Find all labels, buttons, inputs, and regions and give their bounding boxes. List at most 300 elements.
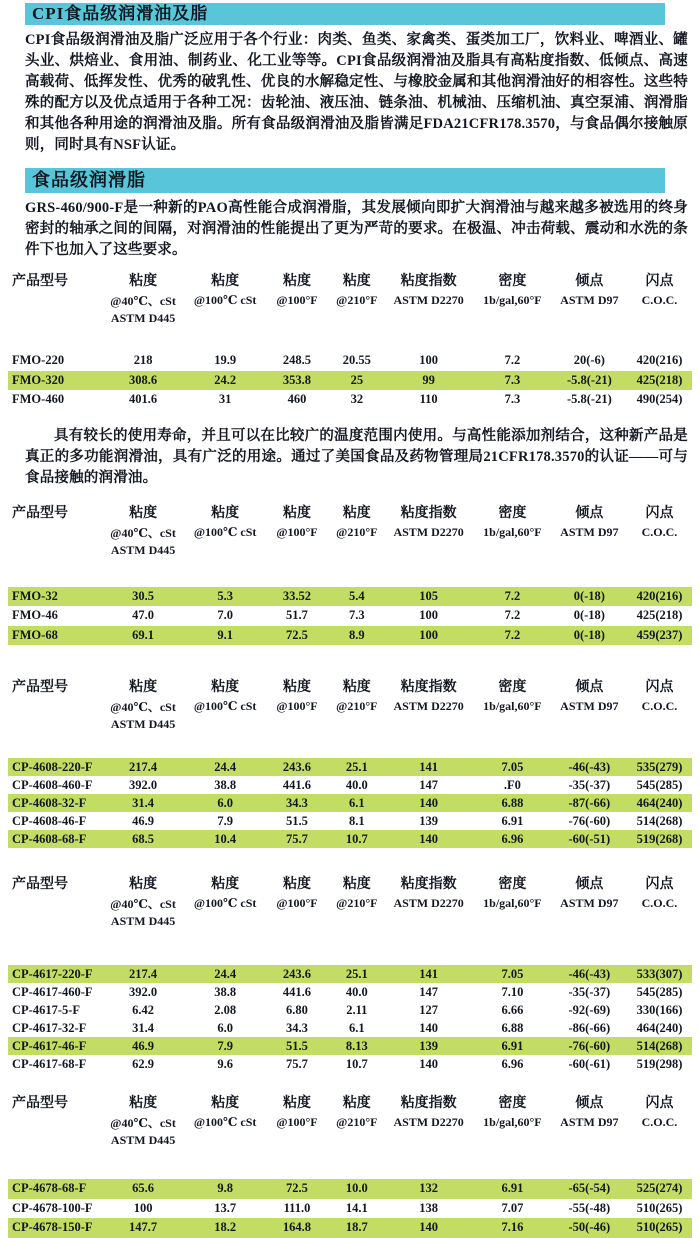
spec-value: 33.52 <box>264 587 329 607</box>
spec-value: 25.1 <box>329 758 384 776</box>
table-header-row <box>8 523 692 542</box>
spec-value: 441.6 <box>282 984 312 999</box>
spec-value: 248.5 <box>282 353 312 368</box>
spec-value: 46.9 <box>132 813 155 828</box>
column-header <box>329 542 384 559</box>
spec-value: 525(274) <box>627 1179 692 1199</box>
column-header <box>552 1132 627 1149</box>
column-header: ASTM D445 <box>110 311 176 325</box>
column-header <box>384 1132 473 1149</box>
product-model: FMO-460 <box>12 392 65 407</box>
column-header: @40℃、cSt <box>110 897 176 911</box>
spec-value: 7.9 <box>217 813 233 828</box>
column-header: C.O.C. <box>641 524 678 539</box>
column-header <box>8 542 100 559</box>
column-header <box>8 716 100 733</box>
column-header: @40℃、cSt <box>110 700 176 714</box>
column-header: @210°F <box>336 699 378 713</box>
spec-value: -46(-43) <box>552 965 627 983</box>
product-model: FMO-320 <box>8 371 100 391</box>
header-spacer <box>8 1149 692 1179</box>
column-header <box>473 310 552 327</box>
spec-value: 6.42 <box>132 1002 155 1017</box>
column-header: 粘度指数 <box>400 877 457 892</box>
spec-value: 7.0 <box>217 608 233 623</box>
spec-value: 8.9 <box>329 626 384 646</box>
column-header: 粘度 <box>211 877 240 892</box>
spec-value: 510(265) <box>636 1200 683 1215</box>
spec-value: -76(-60) <box>552 1037 627 1055</box>
column-header: @100℃ cSt <box>193 896 257 910</box>
column-header: 产品型号 <box>12 1096 68 1111</box>
spec-value: 308.6 <box>100 371 186 391</box>
spec-value: 38.8 <box>214 777 237 792</box>
intro-paragraph-oils: CPI食品级润滑油及脂广泛应用于各个行业：肉类、鱼类、家禽类、蛋类加工厂，饮料业、啤酒业、罐头业、烘焙业、食用油、制药业、化工业等等。CPI食品级润滑油及脂具有高粘度指数、低倾点、高速高载荷、低挥发性、优秀的破乳性、优良的水解稳定性、与橡胶金属和其他润滑油好的相容性。这些特殊的配方以及优点适用于各种工况：齿轮油、液压油、链条油、机械油、压缩机油、真空泵浦、润滑脂和其他各种用途的润滑油及脂。所有食品级润滑油及脂皆满足FDA21CFR178.3570，与食品偶尔接触原则，同时具有NSF认证。 <box>25 32 688 153</box>
spec-value: 141 <box>384 758 473 776</box>
spec-value: 353.8 <box>264 371 329 391</box>
column-header: ASTM D2270 <box>393 524 464 539</box>
spec-value: 7.2 <box>504 353 521 368</box>
table-row <box>8 1019 692 1037</box>
table-header-row <box>8 542 692 559</box>
product-model: CP-4608-460-F <box>12 777 93 792</box>
spec-value: 514(268) <box>636 813 683 828</box>
column-header: @210°F <box>336 896 378 910</box>
spec-value: 10.7 <box>329 830 384 848</box>
table-row <box>8 351 692 371</box>
spec-value: 0(-18) <box>552 587 627 607</box>
spec-value: 533(307) <box>627 965 692 983</box>
table-header-row <box>8 716 692 733</box>
table-header-row <box>8 870 692 894</box>
header-spacer <box>8 733 692 758</box>
column-header: ASTM D97 <box>560 1115 619 1129</box>
column-header: 产品型号 <box>12 877 68 892</box>
column-header <box>329 716 384 733</box>
spec-value: 47.0 <box>132 608 155 623</box>
spec-value: 330(166) <box>636 1002 683 1017</box>
column-header: 闪点 <box>645 274 674 289</box>
spec-value: 75.7 <box>264 830 329 848</box>
spec-value: 7.05 <box>473 965 552 983</box>
spec-value: 6.0 <box>186 794 265 812</box>
column-header <box>552 716 627 733</box>
product-model: CP-4678-68-F <box>8 1179 100 1199</box>
column-header: @210°F <box>336 524 378 539</box>
column-header: 粘度指数 <box>400 1096 457 1111</box>
column-header: C.O.C. <box>641 896 678 910</box>
spec-value: 19.9 <box>214 353 237 368</box>
column-header: @210°F <box>336 1115 378 1129</box>
spec-value: 420(216) <box>636 353 683 368</box>
spec-value: 217.4 <box>100 965 186 983</box>
column-header: 粘度 <box>282 274 311 289</box>
spec-value: 392.0 <box>129 777 158 792</box>
column-header: 密度 <box>498 680 527 695</box>
spec-value: 6.1 <box>349 1020 365 1035</box>
column-header: @100℃ cSt <box>193 524 257 539</box>
column-header: ASTM D97 <box>560 524 619 539</box>
spec-value: 100 <box>419 608 438 623</box>
spec-value: 519(298) <box>636 1056 683 1071</box>
column-header <box>552 310 627 327</box>
column-header: @100°F <box>276 1115 318 1129</box>
spec-value: -35(-37) <box>568 777 611 792</box>
spec-value: 441.6 <box>282 777 312 792</box>
table-row <box>8 965 692 983</box>
spec-value: 40.0 <box>345 777 368 792</box>
spec-value: 6.80 <box>286 1002 308 1017</box>
table-row <box>8 1218 692 1238</box>
column-header <box>329 913 384 930</box>
column-header: @40℃、cSt <box>110 525 176 540</box>
spec-value: 138 <box>419 1200 438 1215</box>
column-header: ASTM D97 <box>560 293 619 307</box>
column-header <box>627 542 692 559</box>
table-header-row <box>8 697 692 716</box>
table-header-row <box>8 673 692 697</box>
spec-value: 392.0 <box>129 984 158 999</box>
spec-value: 243.6 <box>264 758 329 776</box>
spec-value: 139 <box>419 813 438 828</box>
column-header: 粘度 <box>282 505 311 521</box>
spec-value: 510(265) <box>627 1218 692 1238</box>
spec-value: 8.1 <box>349 813 365 828</box>
spec-value: 2.08 <box>214 1002 237 1017</box>
spec-value: 5.4 <box>329 587 384 607</box>
column-header <box>264 542 329 559</box>
spec-value: 100 <box>419 353 438 368</box>
spec-value: 24.4 <box>186 965 265 983</box>
spec-value: -5.8(-21) <box>566 392 612 407</box>
spec-value: 32 <box>350 392 364 407</box>
spec-value: 7.3 <box>349 608 365 623</box>
column-header <box>186 310 265 327</box>
column-header: 粘度 <box>342 680 371 695</box>
product-model: CP-4678-150-F <box>8 1218 100 1238</box>
spec-value: 9.8 <box>186 1179 265 1199</box>
product-spec-table <box>8 673 692 848</box>
spec-value: 51.5 <box>286 813 308 828</box>
spec-value: -86(-66) <box>568 1020 611 1035</box>
column-header: 产品型号 <box>12 680 68 695</box>
spec-value: 69.1 <box>100 626 186 646</box>
product-model: CP-4617-460-F <box>12 984 93 999</box>
spec-value: 75.7 <box>286 1056 308 1071</box>
spec-value: -76(-60) <box>568 813 611 828</box>
spec-value: 9.6 <box>217 1056 233 1071</box>
spec-value: 24.2 <box>186 371 265 391</box>
spec-value: -35(-37) <box>568 984 611 999</box>
column-header <box>8 523 100 542</box>
spec-value: 519(268) <box>627 830 692 848</box>
spec-value: 6.88 <box>473 794 552 812</box>
spec-value: 7.3 <box>473 371 552 391</box>
column-header <box>8 894 100 913</box>
column-header: C.O.C. <box>641 293 678 307</box>
spec-value: 7.16 <box>473 1218 552 1238</box>
spec-value: 31.4 <box>132 1020 155 1035</box>
table-header-row <box>8 1132 692 1149</box>
column-header: 1b/gal,60°F <box>483 699 542 713</box>
column-header <box>384 913 473 930</box>
table-row <box>8 758 692 776</box>
column-header: @100℃ cSt <box>193 1115 257 1129</box>
spec-value: 18.7 <box>329 1218 384 1238</box>
column-header: 粘度 <box>129 680 158 695</box>
spec-value: 18.2 <box>186 1218 265 1238</box>
table-row <box>8 1055 692 1073</box>
spec-value: 62.9 <box>132 1056 155 1071</box>
spec-value: 99 <box>384 371 473 391</box>
spec-value: 110 <box>419 392 438 407</box>
column-header <box>384 716 473 733</box>
spec-value: 460 <box>287 392 307 407</box>
spec-value: 51.5 <box>264 1037 329 1055</box>
spec-value: 545(285) <box>636 984 683 999</box>
spec-value: 68.5 <box>100 830 186 848</box>
spec-value: 147 <box>419 777 438 792</box>
column-header: 粘度 <box>211 1096 240 1111</box>
spec-value: 7.2 <box>504 608 521 623</box>
spec-value: 127 <box>419 1002 438 1017</box>
spec-value: 25.1 <box>329 965 384 983</box>
spec-value: 217.4 <box>100 758 186 776</box>
column-header: 粘度 <box>129 505 158 521</box>
spec-value: 20(-6) <box>573 353 605 368</box>
section-title-grease: 食品级润滑脂 <box>32 170 146 190</box>
column-header <box>8 1113 100 1132</box>
spec-value: 6.91 <box>501 813 524 828</box>
product-spec-table <box>8 267 692 410</box>
spec-value: 7.2 <box>473 626 552 646</box>
spec-value: -92(-69) <box>568 1002 611 1017</box>
spec-value: 7.3 <box>504 392 521 407</box>
column-header <box>264 1132 329 1149</box>
table-row <box>8 626 692 646</box>
table-header-row <box>8 894 692 913</box>
product-spec-table <box>8 1089 692 1238</box>
column-header: @40℃、cSt <box>110 294 176 308</box>
spec-value: 0(-18) <box>552 626 627 646</box>
spec-value: 7.9 <box>186 1037 265 1055</box>
column-header: 产品型号 <box>12 505 68 521</box>
product-model: FMO-32 <box>8 587 100 607</box>
spec-value: 141 <box>384 965 473 983</box>
spec-table-cp-4617 <box>8 870 692 1073</box>
header-spacer <box>8 559 692 587</box>
column-header: 粘度 <box>211 274 240 289</box>
product-model: FMO-68 <box>8 626 100 646</box>
column-header: 闪点 <box>645 1096 674 1111</box>
column-header: @210°F <box>336 293 378 307</box>
spec-value: 10.7 <box>345 1056 368 1071</box>
column-header: 粘度 <box>129 274 158 289</box>
header-spacer <box>8 930 692 965</box>
column-header: C.O.C. <box>641 699 678 713</box>
column-header: 粘度 <box>282 680 311 695</box>
column-header: 粘度 <box>282 877 311 892</box>
column-header <box>264 310 329 327</box>
spec-value: -60(-51) <box>552 830 627 848</box>
table-row <box>8 371 692 391</box>
table-row <box>8 1001 692 1019</box>
column-header: 倾点 <box>575 505 604 521</box>
product-model: CP-4617-32-F <box>12 1020 87 1035</box>
column-header <box>264 716 329 733</box>
product-spec-table <box>8 499 692 646</box>
column-header: 1b/gal,60°F <box>483 1115 542 1129</box>
column-header <box>8 291 100 310</box>
column-header <box>552 913 627 930</box>
column-header: 粘度指数 <box>400 505 457 521</box>
section-title-bar-grease <box>25 168 665 193</box>
product-model: CP-4617-46-F <box>8 1037 100 1055</box>
table-header-row <box>8 499 692 523</box>
spec-value: -65(-54) <box>552 1179 627 1199</box>
column-header: ASTM D2270 <box>393 1115 464 1129</box>
column-header: 粘度 <box>342 877 371 892</box>
column-header: 密度 <box>498 877 527 892</box>
spec-value: 111.0 <box>283 1200 311 1215</box>
intro-paragraph-grease: GRS-460/900-F是一种新的PAO高性能合成润滑脂，其发展倾向即扩大润滑油与越来越多被选用的终身密封的轴承之间的间隔，对润滑油的性能提出了更为严苛的要求。在极温、冲击荷载、震动和水洗的条件下也加入了这些要求。 <box>25 200 688 258</box>
section-title-bar-oils <box>25 3 665 25</box>
spec-value: 5.3 <box>186 587 265 607</box>
product-model: CP-4608-220-F <box>8 758 100 776</box>
spec-value: 72.5 <box>264 1179 329 1199</box>
column-header: 倾点 <box>575 1096 604 1111</box>
column-header <box>329 1132 384 1149</box>
product-model: CP-4617-68-F <box>12 1056 87 1071</box>
spec-value: 464(240) <box>636 1020 683 1035</box>
spec-value: 401.6 <box>129 392 158 407</box>
spec-value: 46.9 <box>100 1037 186 1055</box>
column-header: ASTM D445 <box>110 542 176 557</box>
column-header: 粘度 <box>342 274 371 289</box>
column-header <box>384 542 473 559</box>
spec-value: 464(240) <box>627 794 692 812</box>
product-model: CP-4608-46-F <box>12 813 87 828</box>
spec-value: 420(216) <box>627 587 692 607</box>
spec-value: 38.8 <box>214 984 237 999</box>
column-header: 1b/gal,60°F <box>483 293 542 307</box>
column-header <box>473 1132 552 1149</box>
column-header: @100℃ cSt <box>193 699 257 713</box>
product-model: FMO-46 <box>12 608 58 623</box>
column-header <box>627 310 692 327</box>
column-header: ASTM D445 <box>110 914 176 928</box>
table-header-row <box>8 1113 692 1132</box>
spec-value: 34.3 <box>264 794 329 812</box>
header-spacer <box>8 327 692 351</box>
table-row <box>8 776 692 794</box>
spec-value: 31.4 <box>100 794 186 812</box>
column-header <box>473 716 552 733</box>
column-header <box>627 716 692 733</box>
spec-value: -46(-43) <box>552 758 627 776</box>
column-header <box>8 913 100 930</box>
column-header: 粘度 <box>342 1096 371 1111</box>
spec-value: 6.96 <box>473 830 552 848</box>
table-header-row <box>8 267 692 291</box>
column-header: @40℃、cSt <box>110 1116 176 1130</box>
spec-value: 140 <box>384 1218 473 1238</box>
table-header-row <box>8 291 692 310</box>
spec-value: 7.05 <box>473 758 552 776</box>
product-model: CP-4617-5-F <box>12 1002 81 1017</box>
column-header: @100°F <box>276 293 318 307</box>
column-header <box>264 913 329 930</box>
spec-value: 72.5 <box>264 626 329 646</box>
column-header <box>186 716 265 733</box>
spec-value: 425(218) <box>636 608 683 623</box>
column-header: @100℃ cSt <box>193 293 257 307</box>
column-header: 粘度指数 <box>400 274 457 289</box>
spec-value: 30.5 <box>100 587 186 607</box>
spec-value: 140 <box>384 830 473 848</box>
spec-value: 140 <box>384 794 473 812</box>
column-header: 粘度 <box>211 505 240 521</box>
spec-value: 514(268) <box>627 1037 692 1055</box>
spec-value: 10.0 <box>329 1179 384 1199</box>
spec-value: 6.66 <box>501 1002 524 1017</box>
column-header: 闪点 <box>645 680 674 695</box>
table-row <box>8 587 692 607</box>
spec-value: 51.7 <box>286 608 308 623</box>
spec-table-fmo-32-68 <box>8 499 692 646</box>
spec-value: -5.8(-21) <box>552 371 627 391</box>
table-row <box>8 1179 692 1199</box>
column-header <box>8 697 100 716</box>
product-model: CP-4608-32-F <box>8 794 100 812</box>
column-header: ASTM D2270 <box>393 896 464 910</box>
spec-value: 140 <box>419 1056 438 1071</box>
column-header: @100°F <box>276 699 318 713</box>
column-header: 1b/gal,60°F <box>483 524 542 539</box>
spec-value: 34.3 <box>286 1020 308 1035</box>
spec-value: 31 <box>218 392 232 407</box>
spec-value: 6.88 <box>501 1020 524 1035</box>
column-header <box>384 310 473 327</box>
column-header: 粘度 <box>282 1096 311 1111</box>
table-header-row <box>8 310 692 327</box>
column-header <box>473 542 552 559</box>
spec-value: 139 <box>384 1037 473 1055</box>
spec-value: 132 <box>384 1179 473 1199</box>
spec-value: 14.1 <box>345 1200 368 1215</box>
column-header: ASTM D97 <box>560 699 619 713</box>
product-spec-table <box>8 870 692 1073</box>
table-row <box>8 830 692 848</box>
table-header-row <box>8 913 692 930</box>
spec-value: 6.0 <box>217 1020 233 1035</box>
spec-value: 9.1 <box>186 626 265 646</box>
spec-value: 6.96 <box>501 1056 524 1071</box>
spec-table-fmo-220-460 <box>8 267 692 410</box>
column-header: ASTM D445 <box>110 717 176 731</box>
product-model: CP-4617-220-F <box>8 965 100 983</box>
table-row <box>8 606 692 626</box>
table-row <box>8 1037 692 1055</box>
column-header <box>627 1132 692 1149</box>
spec-value: 6.1 <box>329 794 384 812</box>
spec-value: 147 <box>419 984 438 999</box>
spec-value: 10.4 <box>186 830 265 848</box>
table-row <box>8 1199 692 1219</box>
column-header: 粘度 <box>342 505 371 521</box>
column-header: @100°F <box>276 896 318 910</box>
column-header: 倾点 <box>575 680 604 695</box>
